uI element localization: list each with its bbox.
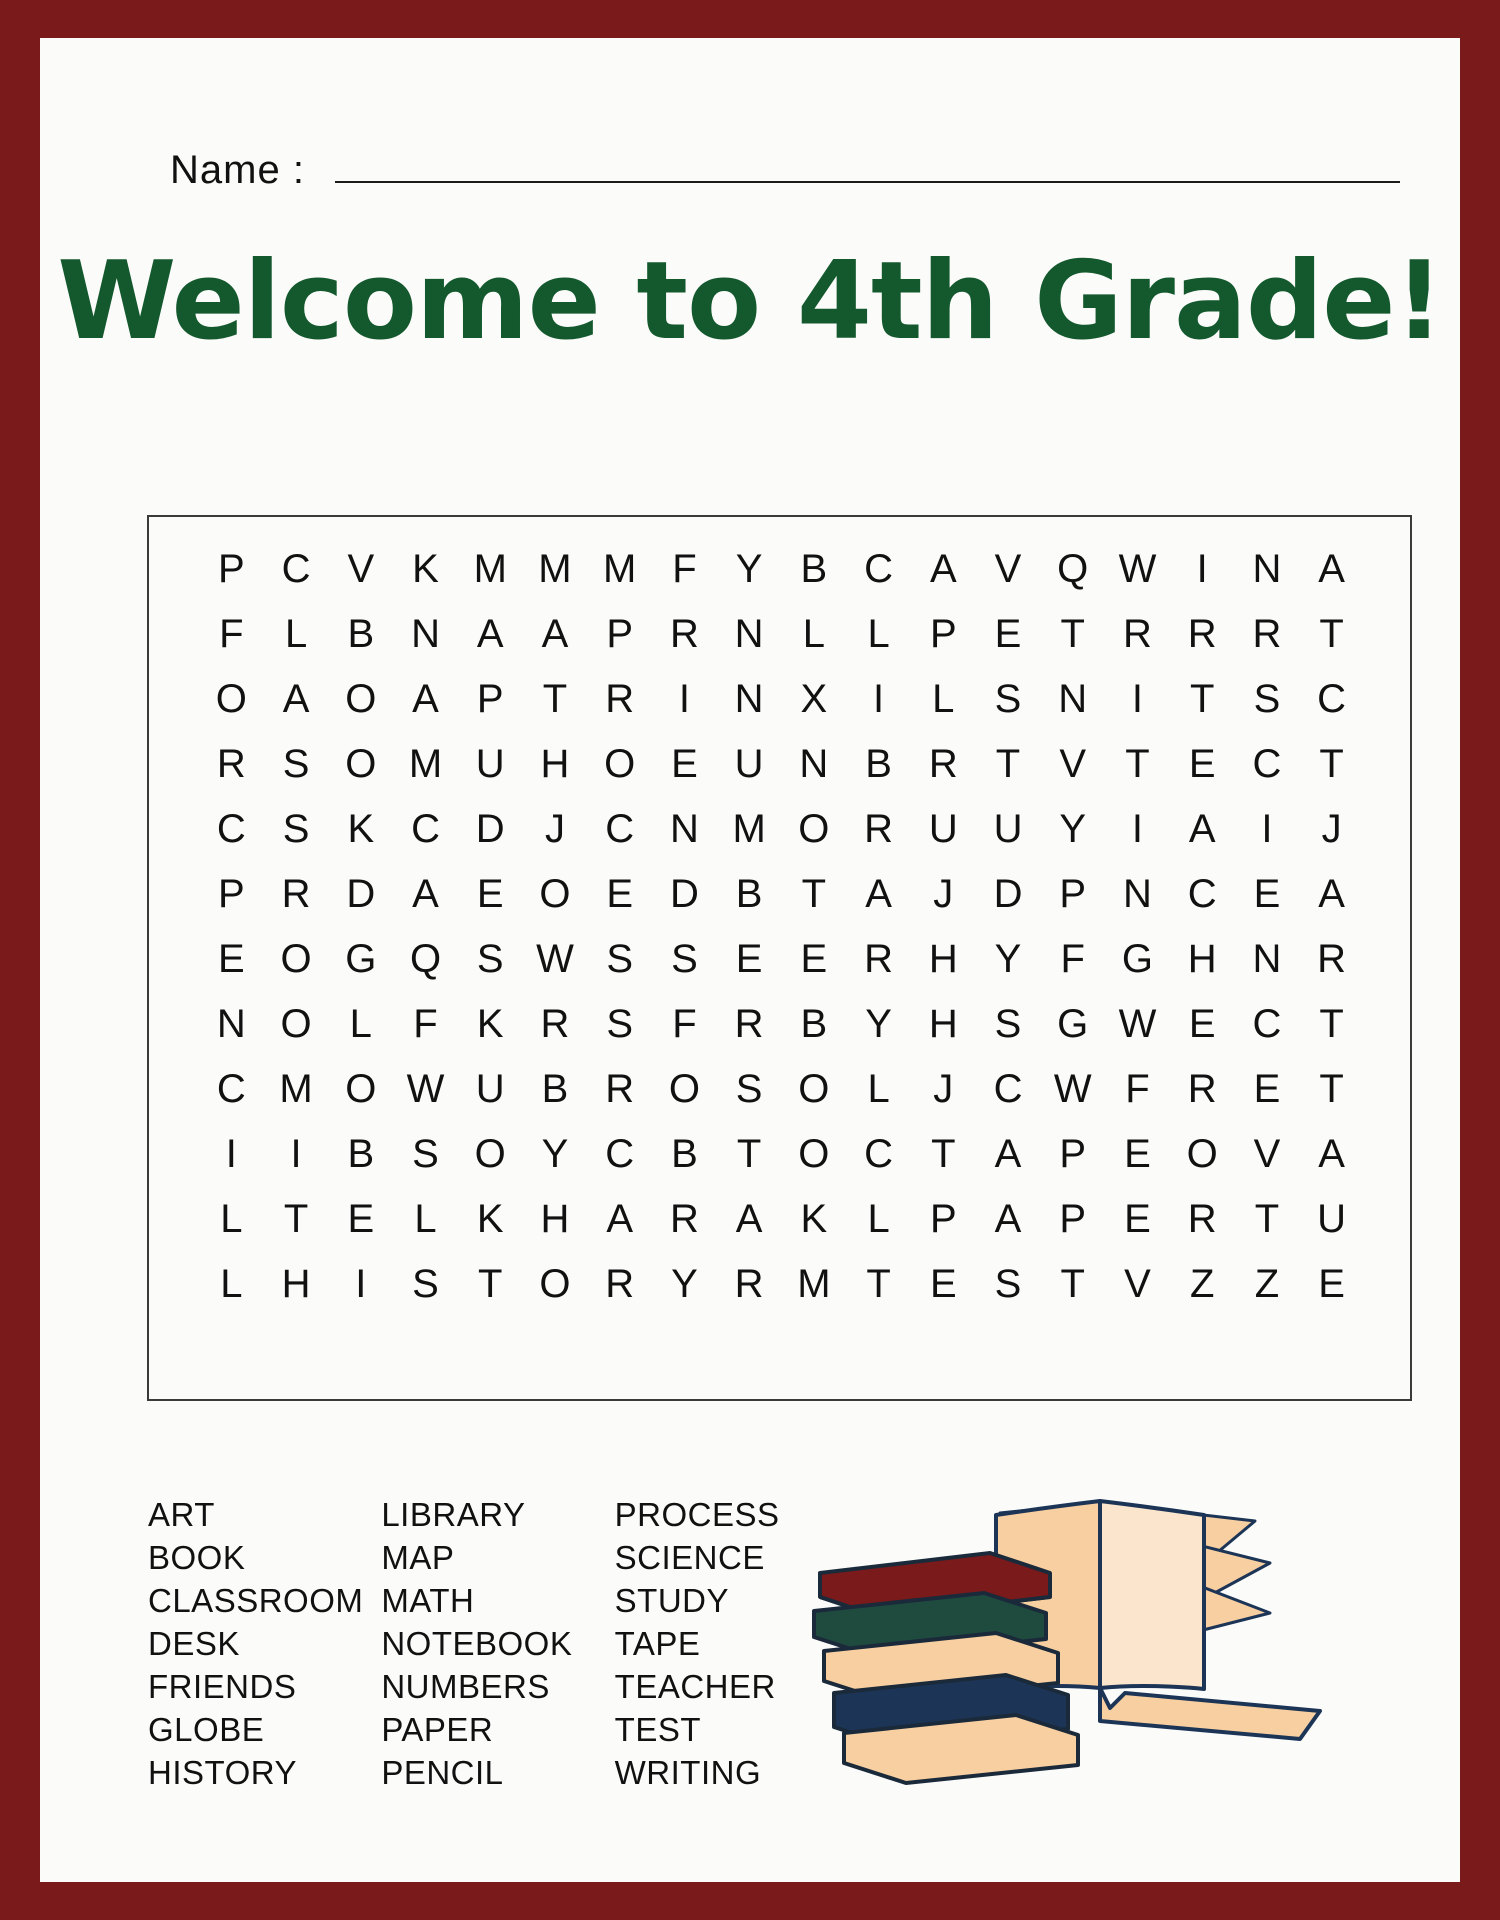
grid-cell[interactable]: T (542, 677, 568, 721)
grid-cell[interactable]: S (671, 937, 698, 981)
grid-cell[interactable]: A (412, 677, 439, 721)
word-list-item[interactable]: PAPER (381, 1711, 494, 1748)
grid-cell[interactable]: M (732, 807, 766, 851)
grid-cell[interactable]: J (933, 872, 954, 916)
grid-cell[interactable]: G (345, 937, 377, 981)
grid-cell[interactable]: A (994, 1197, 1022, 1241)
grid-cell[interactable]: T (1319, 1002, 1344, 1046)
grid-cell[interactable]: N (734, 677, 764, 721)
grid-cell[interactable]: E (606, 872, 634, 916)
grid-cell[interactable]: E (735, 937, 763, 981)
grid-cell[interactable]: V (347, 547, 375, 591)
grid-cell[interactable]: N (1252, 547, 1282, 591)
grid-cell[interactable]: C (993, 1067, 1023, 1111)
grid-cell[interactable]: L (284, 612, 308, 656)
grid-cell[interactable]: R (281, 872, 311, 916)
word-list-column (381, 1493, 614, 1794)
grid-cell[interactable]: Y (1059, 807, 1087, 851)
grid-cell[interactable]: I (1131, 677, 1144, 721)
grid-cell[interactable]: H (281, 1262, 311, 1306)
grid-cell[interactable]: S (282, 807, 310, 851)
grid-cell[interactable]: L (867, 612, 890, 656)
grid-cell[interactable]: O (474, 1132, 506, 1176)
grid-cell[interactable]: R (734, 1262, 764, 1306)
grid-cell[interactable]: O (345, 677, 377, 721)
grid-cell[interactable]: M (603, 547, 637, 591)
grid-cell[interactable]: O (539, 1262, 571, 1306)
grid-cell[interactable]: I (1261, 807, 1273, 851)
grid-cell[interactable]: R (1187, 612, 1217, 656)
grid-cell[interactable]: B (800, 1002, 828, 1046)
word-list-item[interactable]: WRITING (614, 1754, 762, 1791)
grid-cell[interactable]: F (672, 1002, 697, 1046)
grid-cell[interactable]: O (604, 742, 636, 786)
grid-cell[interactable]: E (1188, 742, 1216, 786)
grid-cell[interactable]: N (734, 612, 764, 656)
grid-cell[interactable]: P (606, 612, 634, 656)
grid-cell[interactable]: B (347, 1132, 375, 1176)
grid-cell[interactable]: T (801, 872, 827, 916)
grid-cell[interactable]: K (476, 1002, 504, 1046)
grid-cell[interactable]: L (414, 1197, 437, 1241)
grid-cell[interactable]: T (1319, 742, 1344, 786)
grid-cell[interactable]: L (932, 677, 955, 721)
grid-cell[interactable]: H (1187, 937, 1217, 981)
grid-cell[interactable]: U (734, 742, 764, 786)
grid-cell[interactable]: F (1125, 1067, 1150, 1111)
grid-cell[interactable]: T (1125, 742, 1150, 786)
word-list-item[interactable]: NOTEBOOK (381, 1625, 573, 1662)
grid-cell[interactable]: T (736, 1132, 762, 1176)
grid-cell[interactable]: C (216, 1067, 246, 1111)
grid-cell[interactable]: S (735, 1067, 763, 1111)
grid-cell[interactable]: R (216, 742, 246, 786)
word-list-item[interactable]: NUMBERS (381, 1668, 550, 1705)
grid-cell[interactable]: G (1121, 937, 1154, 981)
word-list (148, 1493, 848, 1794)
grid-cell[interactable]: M (538, 547, 572, 591)
grid-cell[interactable]: P (1059, 1132, 1087, 1176)
word-list-item[interactable]: FRIENDS (148, 1668, 297, 1705)
grid-cell[interactable]: A (606, 1197, 634, 1241)
grid-cell[interactable]: I (290, 1132, 302, 1176)
grid-cell[interactable]: P (929, 612, 957, 656)
grid-cell[interactable]: R (864, 807, 894, 851)
grid-cell[interactable]: Q (409, 937, 442, 981)
word-list-item[interactable]: TAPE (614, 1625, 701, 1662)
grid-cell[interactable]: F (1060, 937, 1085, 981)
grid-cell[interactable]: A (1188, 807, 1216, 851)
grid-cell[interactable]: O (345, 1067, 377, 1111)
grid-cell[interactable]: A (1318, 547, 1345, 591)
grid-cell[interactable]: A (994, 1132, 1022, 1176)
grid-cell[interactable]: S (994, 677, 1022, 721)
grid-cell[interactable]: W (406, 1067, 445, 1111)
grid-cell[interactable]: M (797, 1262, 831, 1306)
grid-cell[interactable]: Y (671, 1262, 698, 1306)
grid-cell[interactable]: C (864, 1132, 894, 1176)
grid-cell[interactable]: C (605, 1132, 635, 1176)
grid-cell[interactable]: R (1187, 1067, 1217, 1111)
grid-cell[interactable]: S (1253, 677, 1281, 721)
grid-cell[interactable]: E (671, 742, 698, 786)
grid-cell[interactable]: K (476, 1197, 504, 1241)
grid-cell[interactable]: L (220, 1262, 243, 1306)
grid-cell[interactable]: R (1123, 612, 1152, 656)
grid-cell[interactable]: B (671, 1132, 698, 1176)
grid-cell[interactable]: L (220, 1197, 243, 1241)
grid-cell[interactable]: E (218, 937, 245, 981)
grid-cell[interactable]: R (734, 1002, 764, 1046)
grid-cell[interactable]: N (799, 742, 829, 786)
grid-cell[interactable]: W (1118, 547, 1157, 591)
grid-cell[interactable]: A (541, 612, 569, 656)
grid-cell[interactable]: T (1060, 1262, 1085, 1306)
grid-cell[interactable]: P (1059, 872, 1087, 916)
grid-cell[interactable]: M (473, 547, 507, 591)
grid-cell[interactable]: I (873, 677, 885, 721)
grid-cell[interactable]: J (1321, 807, 1342, 851)
word-list-item[interactable]: HISTORY (148, 1754, 297, 1791)
grid-cell[interactable]: C (281, 547, 311, 591)
grid-cell[interactable]: P (476, 677, 504, 721)
grid-cell[interactable]: J (933, 1067, 954, 1111)
grid-cell[interactable]: S (994, 1262, 1022, 1306)
grid-cell[interactable]: Y (541, 1132, 569, 1176)
grid-cell[interactable]: N (216, 1002, 246, 1046)
grid-cell[interactable]: T (866, 1262, 891, 1306)
grid-cell[interactable]: S (606, 937, 634, 981)
grid-cell[interactable]: E (1124, 1197, 1151, 1241)
grid-cell[interactable]: S (412, 1132, 439, 1176)
grid-cell[interactable]: T (1254, 1197, 1280, 1241)
grid-cell[interactable]: U (928, 807, 958, 851)
grid-cell[interactable]: C (1252, 1002, 1282, 1046)
grid-cell[interactable]: N (1252, 937, 1282, 981)
grid-cell[interactable]: S (282, 742, 310, 786)
grid-cell[interactable]: R (864, 937, 894, 981)
grid-cell[interactable]: R (669, 1197, 699, 1241)
grid-cell[interactable]: X (800, 677, 828, 721)
grid-cell[interactable]: P (1059, 1197, 1087, 1241)
grid-cell[interactable]: V (1059, 742, 1087, 786)
grid-cell[interactable]: M (279, 1067, 313, 1111)
grid-cell[interactable]: S (606, 1002, 634, 1046)
grid-cell[interactable]: W (1053, 1067, 1092, 1111)
grid-cell[interactable]: O (280, 1002, 312, 1046)
grid-cell[interactable]: G (1057, 1002, 1089, 1046)
grid-cell[interactable]: E (1253, 1067, 1281, 1111)
grid-cell[interactable]: B (541, 1067, 569, 1111)
grid-cell[interactable]: O (668, 1067, 700, 1111)
grid-cell[interactable]: D (993, 872, 1023, 916)
word-list-item[interactable]: BOOK (148, 1539, 246, 1576)
grid-cell[interactable]: V (994, 547, 1022, 591)
grid-cell[interactable]: N (669, 807, 699, 851)
word-list-item[interactable]: MAP (381, 1539, 455, 1576)
grid-cell[interactable]: R (669, 612, 699, 656)
word-list-item[interactable]: GLOBE (148, 1711, 265, 1748)
word-search-grid[interactable] (199, 547, 1364, 1307)
grid-cell[interactable]: U (1317, 1197, 1347, 1241)
grid-cell[interactable]: Y (735, 547, 763, 591)
grid-cell[interactable]: Q (1057, 547, 1089, 591)
grid-cell[interactable]: A (476, 612, 504, 656)
grid-cell[interactable]: I (1131, 807, 1144, 851)
grid-cell[interactable]: S (412, 1262, 439, 1306)
grid-cell[interactable]: U (475, 742, 505, 786)
grid-cell[interactable]: R (1252, 612, 1282, 656)
grid-cell[interactable]: C (1317, 677, 1347, 721)
grid-cell[interactable]: B (347, 612, 375, 656)
grid-cell[interactable]: U (475, 1067, 505, 1111)
grid-cell[interactable]: E (1124, 1132, 1151, 1176)
grid-cell[interactable]: C (864, 547, 894, 591)
grid-cell[interactable]: A (282, 677, 310, 721)
grid-cell[interactable]: N (411, 612, 440, 656)
grid-cell[interactable]: R (1317, 937, 1347, 981)
grid-cell[interactable]: E (1188, 1002, 1216, 1046)
word-list-item[interactable]: PENCIL (381, 1754, 504, 1791)
grid-cell[interactable]: E (476, 872, 504, 916)
grid-cell[interactable]: O (215, 677, 247, 721)
grid-cell[interactable]: C (411, 807, 440, 851)
grid-cell[interactable]: N (1058, 677, 1088, 721)
name-field-row (170, 148, 1400, 193)
grid-cell[interactable]: T (1319, 1067, 1344, 1111)
grid-cell[interactable]: N (1123, 872, 1152, 916)
worksheet-page (40, 38, 1460, 1882)
word-list-item[interactable]: ART (148, 1496, 215, 1533)
grid-cell[interactable]: O (798, 807, 830, 851)
grid-cell[interactable]: W (1118, 1002, 1157, 1046)
grid-cell[interactable]: O (1186, 1132, 1218, 1176)
grid-cell[interactable]: S (476, 937, 504, 981)
grid-cell[interactable]: C (1187, 872, 1217, 916)
grid-cell[interactable]: T (995, 742, 1021, 786)
grid-cell[interactable]: A (412, 872, 439, 916)
grid-cell[interactable]: B (800, 547, 828, 591)
grid-cell[interactable]: B (735, 872, 763, 916)
grid-cell[interactable]: V (1124, 1262, 1151, 1306)
grid-cell[interactable]: Z (1254, 1262, 1280, 1306)
grid-cell[interactable]: I (225, 1132, 237, 1176)
grid-cell[interactable]: H (928, 937, 958, 981)
grid-cell[interactable]: P (218, 547, 245, 591)
grid-cell[interactable]: F (219, 612, 244, 656)
word-list-item[interactable]: DESK (148, 1625, 240, 1662)
grid-cell[interactable]: W (536, 937, 574, 981)
grid-cell[interactable]: A (929, 547, 957, 591)
grid-cell[interactable]: K (412, 547, 439, 591)
grid-cell[interactable]: E (347, 1197, 375, 1241)
word-list-item[interactable]: LIBRARY (381, 1496, 526, 1533)
grid-cell[interactable]: L (867, 1067, 890, 1111)
grid-cell[interactable]: O (798, 1132, 830, 1176)
stack-of-books-and-open-book-icon (800, 1493, 1440, 1793)
grid-cell[interactable]: R (605, 677, 635, 721)
grid-cell[interactable]: L (867, 1197, 890, 1241)
grid-cell[interactable]: P (218, 872, 245, 916)
grid-cell[interactable]: I (1196, 547, 1208, 591)
grid-cell[interactable]: L (349, 1002, 372, 1046)
grid-cell[interactable]: U (993, 807, 1023, 851)
grid-cell[interactable]: Y (865, 1002, 892, 1046)
grid-cell[interactable]: T (1060, 612, 1085, 656)
grid-cell[interactable]: R (540, 1002, 570, 1046)
word-list-column (148, 1493, 381, 1794)
grid-cell[interactable]: T (1319, 612, 1344, 656)
grid-cell[interactable]: E (929, 1262, 957, 1306)
grid-cell[interactable]: O (345, 742, 377, 786)
grid-cell[interactable]: J (544, 807, 565, 851)
grid-cell[interactable]: T (931, 1132, 956, 1176)
grid-cell[interactable]: T (1189, 677, 1215, 721)
word-list-item[interactable]: PROCESS (614, 1496, 780, 1533)
grid-cell[interactable]: R (605, 1262, 635, 1306)
word-list-item[interactable]: TEST (614, 1711, 701, 1748)
word-list-item[interactable]: STUDY (614, 1582, 729, 1619)
grid-cell[interactable]: I (355, 1262, 367, 1306)
word-list-item[interactable]: TEACHER (614, 1668, 776, 1705)
grid-cell[interactable]: B (865, 742, 892, 786)
grid-cell[interactable]: O (798, 1067, 830, 1111)
grid-cell[interactable]: I (678, 677, 690, 721)
word-search-grid-box (147, 515, 1412, 1401)
grid-cell[interactable]: T (283, 1197, 309, 1241)
word-list-item[interactable]: SCIENCE (614, 1539, 765, 1576)
grid-cell[interactable]: D (346, 872, 376, 916)
grid-cell[interactable]: P (929, 1197, 957, 1241)
word-list-item[interactable]: CLASSROOM (148, 1582, 364, 1619)
grid-cell[interactable]: R (928, 742, 958, 786)
grid-cell[interactable]: O (280, 937, 312, 981)
grid-cell[interactable]: D (475, 807, 505, 851)
name-input-line[interactable] (335, 151, 1400, 183)
grid-cell[interactable]: V (1253, 1132, 1281, 1176)
grid-cell[interactable]: S (994, 1002, 1022, 1046)
grid-cell[interactable]: E (994, 612, 1022, 656)
grid-cell[interactable]: A (1318, 1132, 1345, 1176)
grid-cell[interactable]: A (1318, 872, 1345, 916)
name-label: Name : (170, 148, 305, 192)
grid-cell[interactable]: O (539, 872, 571, 916)
grid-cell[interactable]: K (347, 807, 375, 851)
grid-cell[interactable]: D (669, 872, 699, 916)
grid-cell[interactable]: R (605, 1067, 635, 1111)
grid-cell[interactable]: C (216, 807, 246, 851)
grid-cell[interactable]: E (1318, 1262, 1345, 1306)
grid-cell[interactable]: H (928, 1002, 958, 1046)
grid-cell[interactable]: C (1252, 742, 1282, 786)
grid-cell[interactable]: Y (994, 937, 1022, 981)
grid-cell[interactable]: F (672, 547, 697, 591)
grid-cell[interactable]: Z (1189, 1262, 1215, 1306)
word-list-item[interactable]: MATH (381, 1582, 475, 1619)
grid-cell[interactable]: E (800, 937, 828, 981)
grid-cell[interactable]: K (800, 1197, 828, 1241)
grid-cell[interactable]: C (605, 807, 635, 851)
grid-cell[interactable]: A (865, 872, 892, 916)
grid-cell[interactable]: H (540, 1197, 570, 1241)
grid-cell[interactable]: M (408, 742, 443, 786)
grid-cell[interactable]: T (478, 1262, 503, 1306)
grid-cell[interactable]: F (413, 1002, 438, 1046)
grid-cell[interactable]: R (1187, 1197, 1217, 1241)
page-title: Welcome to 4th Grade! (57, 239, 1443, 364)
grid-cell[interactable]: A (735, 1197, 763, 1241)
grid-cell[interactable]: L (802, 612, 825, 656)
grid-cell[interactable]: H (540, 742, 570, 786)
grid-cell[interactable]: E (1253, 872, 1281, 916)
